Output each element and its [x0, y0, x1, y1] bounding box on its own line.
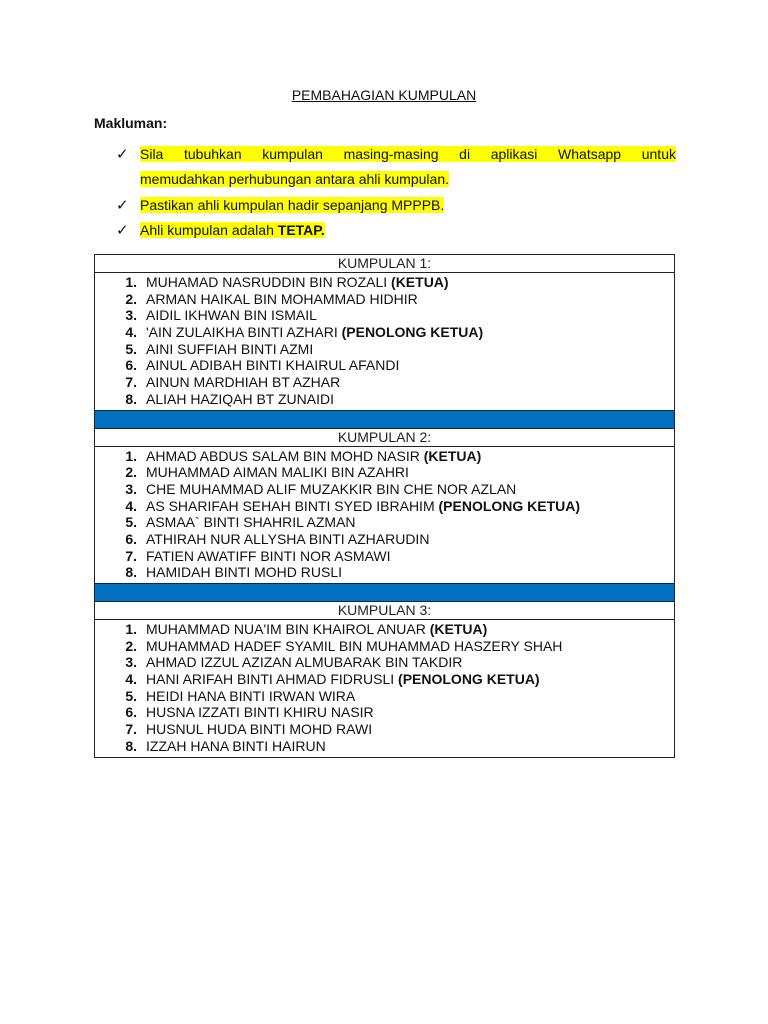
groups-table — [94, 254, 675, 758]
member-name: MUHAMAD NASRUDDIN BIN ROZALI — [146, 274, 388, 290]
note-text — [140, 222, 325, 238]
member-name: ARMAN HAIKAL BIN MOHAMMAD HIDHIR — [146, 290, 418, 307]
member-name: HANI ARIFAH BINTI AHMAD FIDRUSLI — [146, 671, 395, 688]
member-number: 6. — [125, 530, 137, 547]
member-name: MUHAMMAD NUA'IM BIN KHAIROL ANUAR — [146, 621, 426, 637]
member-number: 7. — [125, 374, 137, 391]
group-separator — [95, 583, 674, 602]
member-number: 2. — [125, 464, 137, 481]
member-name: ASMAA` BINTI SHAHRIL AZMAN — [146, 514, 356, 531]
member-role: (PENOLONG KETUA) — [438, 497, 581, 514]
member-entry — [146, 671, 540, 688]
member-number: 2. — [125, 290, 137, 307]
member-entry — [146, 531, 429, 548]
page-title: PEMBAHAGIAN KUMPULAN — [291, 87, 477, 103]
member-role: (KETUA) — [423, 447, 482, 464]
member-number: 5. — [125, 340, 137, 357]
member-number: 8. — [125, 564, 137, 581]
member-entry — [146, 654, 462, 671]
member-number: 3. — [125, 307, 137, 324]
member-number: 1. — [125, 621, 137, 637]
note-text: Sila tubuhkan kumpulan masing-masing di aplikasi Whatsapp untuk — [140, 146, 676, 162]
member-entry — [146, 391, 334, 408]
member-name: HUSNA IZZATI BINTI KHIRU NASIR — [146, 704, 374, 721]
member-entry — [146, 307, 317, 324]
member-row — [95, 324, 674, 341]
member-entry — [146, 464, 409, 481]
checkmark-icon: ✓ — [116, 222, 129, 239]
member-entry — [146, 357, 399, 374]
member-row — [95, 291, 674, 308]
group-header: KUMPULAN 3: — [95, 602, 674, 620]
member-number: 4. — [125, 497, 137, 514]
member-name: HAMIDAH BINTI MOHD RUSLI — [146, 564, 343, 581]
member-entry — [146, 514, 356, 531]
member-entry — [146, 638, 562, 655]
member-number: 7. — [125, 547, 137, 564]
member-role: (KETUA) — [429, 621, 488, 637]
member-entry — [146, 688, 355, 705]
member-row — [95, 654, 674, 671]
member-entry — [146, 481, 516, 498]
member-number: 7. — [125, 721, 137, 738]
member-name: MUHAMMAD HADEF SYAMIL BIN MUHAMMAD HASZERY SHAH — [146, 637, 563, 654]
member-row — [95, 548, 674, 565]
member-name: AS SHARIFAH SEHAH BINTI SYED IBRAHIM — [146, 497, 435, 514]
member-role: (PENOLONG KETUA) — [398, 671, 540, 688]
member-number: 3. — [125, 480, 137, 497]
member-row — [95, 721, 674, 738]
member-row — [95, 357, 674, 374]
member-row — [95, 391, 674, 408]
member-row — [95, 341, 674, 358]
member-name: ATHIRAH NUR ALLYSHA BINTI AZHARUDIN — [146, 530, 430, 547]
member-role: (PENOLONG KETUA) — [341, 324, 484, 341]
member-row — [95, 481, 674, 498]
member-list — [95, 447, 674, 584]
member-row — [95, 307, 674, 324]
group-header: KUMPULAN 2: — [95, 429, 674, 447]
member-number: 5. — [125, 687, 137, 704]
member-row — [95, 738, 674, 755]
member-name: AHMAD IZZUL AZIZAN ALMUBARAK BIN TAKDIR — [146, 654, 463, 671]
note-item — [116, 193, 676, 218]
member-row — [95, 638, 674, 655]
note-text-prefix: Ahli kumpulan adalah — [140, 222, 278, 238]
member-number: 2. — [125, 637, 137, 654]
member-number: 4. — [125, 324, 137, 341]
note-item — [116, 142, 676, 167]
member-number: 1. — [125, 274, 137, 290]
note-text-bold: TETAP. — [277, 222, 325, 238]
member-entry — [146, 621, 487, 638]
member-entry — [146, 704, 374, 721]
member-name: CHE MUHAMMAD ALIF MUZAKKIR BIN CHE NOR AZLAN — [146, 480, 517, 497]
member-name: ALIAH HAZIQAH BT ZUNAIDI — [146, 390, 334, 407]
member-entry — [146, 721, 372, 738]
note-item — [116, 218, 676, 243]
member-row — [95, 514, 674, 531]
member-entry — [146, 548, 391, 565]
member-row — [95, 671, 674, 688]
member-row — [95, 274, 674, 291]
checkmark-icon: ✓ — [116, 197, 129, 214]
member-row — [95, 498, 674, 515]
member-row — [95, 448, 674, 465]
member-row — [95, 621, 674, 638]
member-list — [95, 620, 674, 757]
member-row — [95, 531, 674, 548]
member-entry — [146, 374, 340, 391]
member-row — [95, 464, 674, 481]
checkmark-icon: ✓ — [116, 146, 129, 163]
member-entry — [146, 274, 449, 291]
member-list — [95, 273, 674, 410]
member-name: AIDIL IKHWAN BIN ISMAIL — [146, 307, 317, 324]
member-entry — [146, 448, 481, 465]
group-separator — [95, 410, 674, 429]
member-number: 5. — [125, 514, 137, 531]
member-number: 3. — [125, 654, 137, 671]
member-row — [95, 374, 674, 391]
notes-list — [116, 142, 676, 243]
member-number: 6. — [125, 704, 137, 721]
member-number: 8. — [125, 390, 137, 407]
member-name: IZZAH HANA BINTI HAIRUN — [146, 737, 326, 754]
member-row — [95, 688, 674, 705]
member-entry — [146, 341, 313, 358]
member-entry — [146, 564, 342, 581]
makluman-label: Makluman: — [94, 115, 168, 131]
member-entry — [146, 498, 580, 515]
member-name: AINI SUFFIAH BINTI AZMI — [146, 340, 314, 357]
member-entry — [146, 324, 483, 341]
member-number: 6. — [125, 357, 137, 374]
member-number: 4. — [125, 671, 137, 688]
member-name: AHMAD ABDUS SALAM BIN MOHD NASIR — [146, 447, 420, 464]
group-header: KUMPULAN 1: — [95, 255, 674, 273]
member-number: 8. — [125, 737, 137, 754]
member-entry — [146, 291, 418, 308]
member-entry — [146, 738, 326, 755]
note-text: memudahkan perhubungan antara ahli kumpulan. — [140, 171, 449, 187]
member-name: HEIDI HANA BINTI IRWAN WIRA — [146, 687, 356, 704]
member-row — [95, 564, 674, 581]
member-role: (KETUA) — [391, 274, 449, 290]
member-name: MUHAMMAD AIMAN MALIKI BIN AZAHRI — [146, 464, 409, 481]
note-text: Pastikan ahli kumpulan hadir sepanjang MPPPB. — [140, 197, 445, 213]
member-name: AINUN MARDHIAH BT AZHAR — [146, 374, 341, 391]
member-row — [95, 704, 674, 721]
member-name: 'AIN ZULAIKHA BINTI AZHARI — [146, 324, 338, 341]
member-name: FATIEN AWATIFF BINTI NOR ASMAWI — [146, 547, 391, 564]
member-number: 1. — [125, 447, 137, 464]
member-name: AINUL ADIBAH BINTI KHAIRUL AFANDI — [146, 357, 400, 374]
member-name: HUSNUL HUDA BINTI MOHD RAWI — [146, 721, 373, 738]
note-item-continuation — [116, 167, 676, 192]
